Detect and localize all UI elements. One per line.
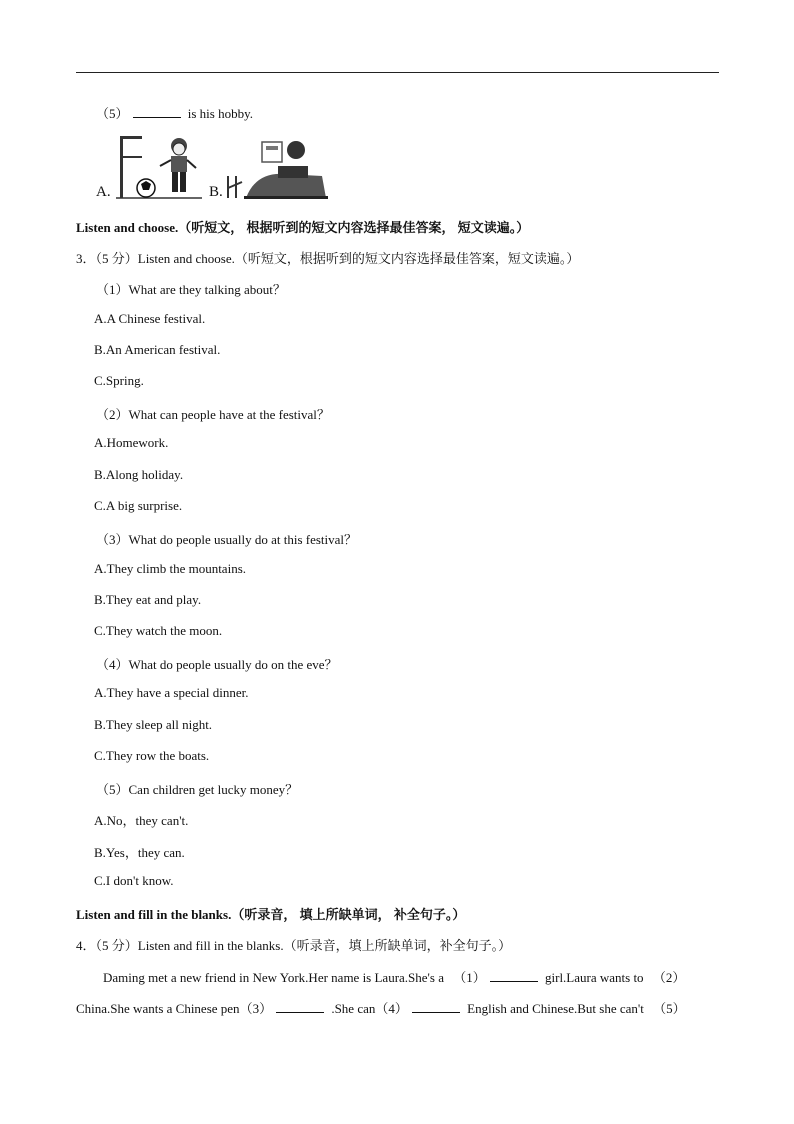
boy-football-picture bbox=[114, 132, 204, 200]
passage-text: China.She wants a Chinese pen bbox=[76, 1001, 240, 1016]
section3-title: 3．（5 分）Listen and choose.（听短文，根据听到的短文内容选择最佳答案，短文读遍。） bbox=[76, 251, 580, 266]
blank-number-3: （3） bbox=[239, 1001, 273, 1016]
header-rule bbox=[76, 72, 719, 73]
q2-item5-pictures bbox=[96, 132, 336, 202]
q3-2-question: （2）What can people have at the festival？ bbox=[96, 407, 330, 422]
option-b-letter: B. bbox=[209, 184, 223, 200]
q3-3-question: （3）What do people usually do at this festival？ bbox=[96, 532, 358, 547]
passage-text: Daming met a new friend in New York.Her name is Laura.She's a bbox=[103, 970, 444, 985]
q2-item5-label: （5） bbox=[96, 106, 129, 121]
passage-line-1 bbox=[103, 967, 685, 986]
q3-3-option-c[interactable]: C.They watch the moon. bbox=[94, 623, 223, 638]
q3-4-question: （4）What do people usually do on the eve？ bbox=[96, 657, 338, 672]
q3-5-question: （5）Can children get lucky money？ bbox=[96, 782, 299, 797]
blank-number-5: （5） bbox=[653, 1001, 686, 1016]
q3-4-option-b[interactable]: B.They sleep all night. bbox=[94, 717, 213, 732]
fill-blank-4[interactable] bbox=[412, 1001, 460, 1013]
passage-text: girl.Laura wants to bbox=[545, 970, 644, 985]
q2-item5-text: is his hobby. bbox=[187, 106, 254, 121]
boy-reading-picture bbox=[226, 136, 332, 200]
q3-3-option-b[interactable]: B.They eat and play. bbox=[94, 592, 202, 607]
passage-text: .She can bbox=[331, 1001, 376, 1016]
passage-line-2 bbox=[76, 998, 686, 1017]
q3-1-option-c[interactable]: C.Spring. bbox=[94, 373, 144, 388]
q3-3-option-a[interactable]: A.They climb the mountains. bbox=[94, 561, 247, 576]
q3-1-option-a[interactable]: A.A Chinese festival. bbox=[94, 311, 206, 326]
answer-blank[interactable] bbox=[133, 106, 181, 118]
option-a-letter: A. bbox=[96, 184, 111, 200]
q3-2-option-a[interactable]: A.Homework. bbox=[94, 435, 169, 450]
section4-title: 4．（5 分）Listen and fill in the blanks.（听录音，填上所缺单词，补全句子。） bbox=[76, 938, 512, 953]
q3-1-option-b[interactable]: B.An American festival. bbox=[94, 342, 221, 357]
blank-number-2: （2） bbox=[652, 970, 686, 985]
section3-heading: Listen and choose.（听短文， 根据听到的短文内容选择最佳答案， 短文读遍。） bbox=[76, 220, 530, 235]
fill-blank-3[interactable] bbox=[276, 1001, 324, 1013]
q3-4-option-a[interactable]: A.They have a special dinner. bbox=[94, 685, 249, 700]
blank-number-4: （4） bbox=[375, 1001, 408, 1016]
q3-5-option-b[interactable]: B.Yes，they can. bbox=[94, 845, 185, 860]
q3-5-option-a[interactable]: A.No，they can't. bbox=[94, 813, 189, 828]
q3-2-option-b[interactable]: B.Along holiday. bbox=[94, 467, 184, 482]
passage-text: English and Chinese.But she can't bbox=[467, 1001, 644, 1016]
q3-1-question: （1）What are they talking about？ bbox=[96, 282, 286, 297]
q2-item5 bbox=[96, 103, 253, 122]
section4-heading: Listen and fill in the blanks.（听录音， 填上所缺单词， 补全句子。） bbox=[76, 907, 466, 922]
fill-blank-1[interactable] bbox=[490, 970, 538, 982]
q3-4-option-c[interactable]: C.They row the boats. bbox=[94, 748, 210, 763]
q3-5-option-c[interactable]: C.I don't know. bbox=[94, 873, 174, 888]
blank-number-1: （1） bbox=[453, 970, 486, 985]
q3-2-option-c[interactable]: C.A big surprise. bbox=[94, 498, 183, 513]
